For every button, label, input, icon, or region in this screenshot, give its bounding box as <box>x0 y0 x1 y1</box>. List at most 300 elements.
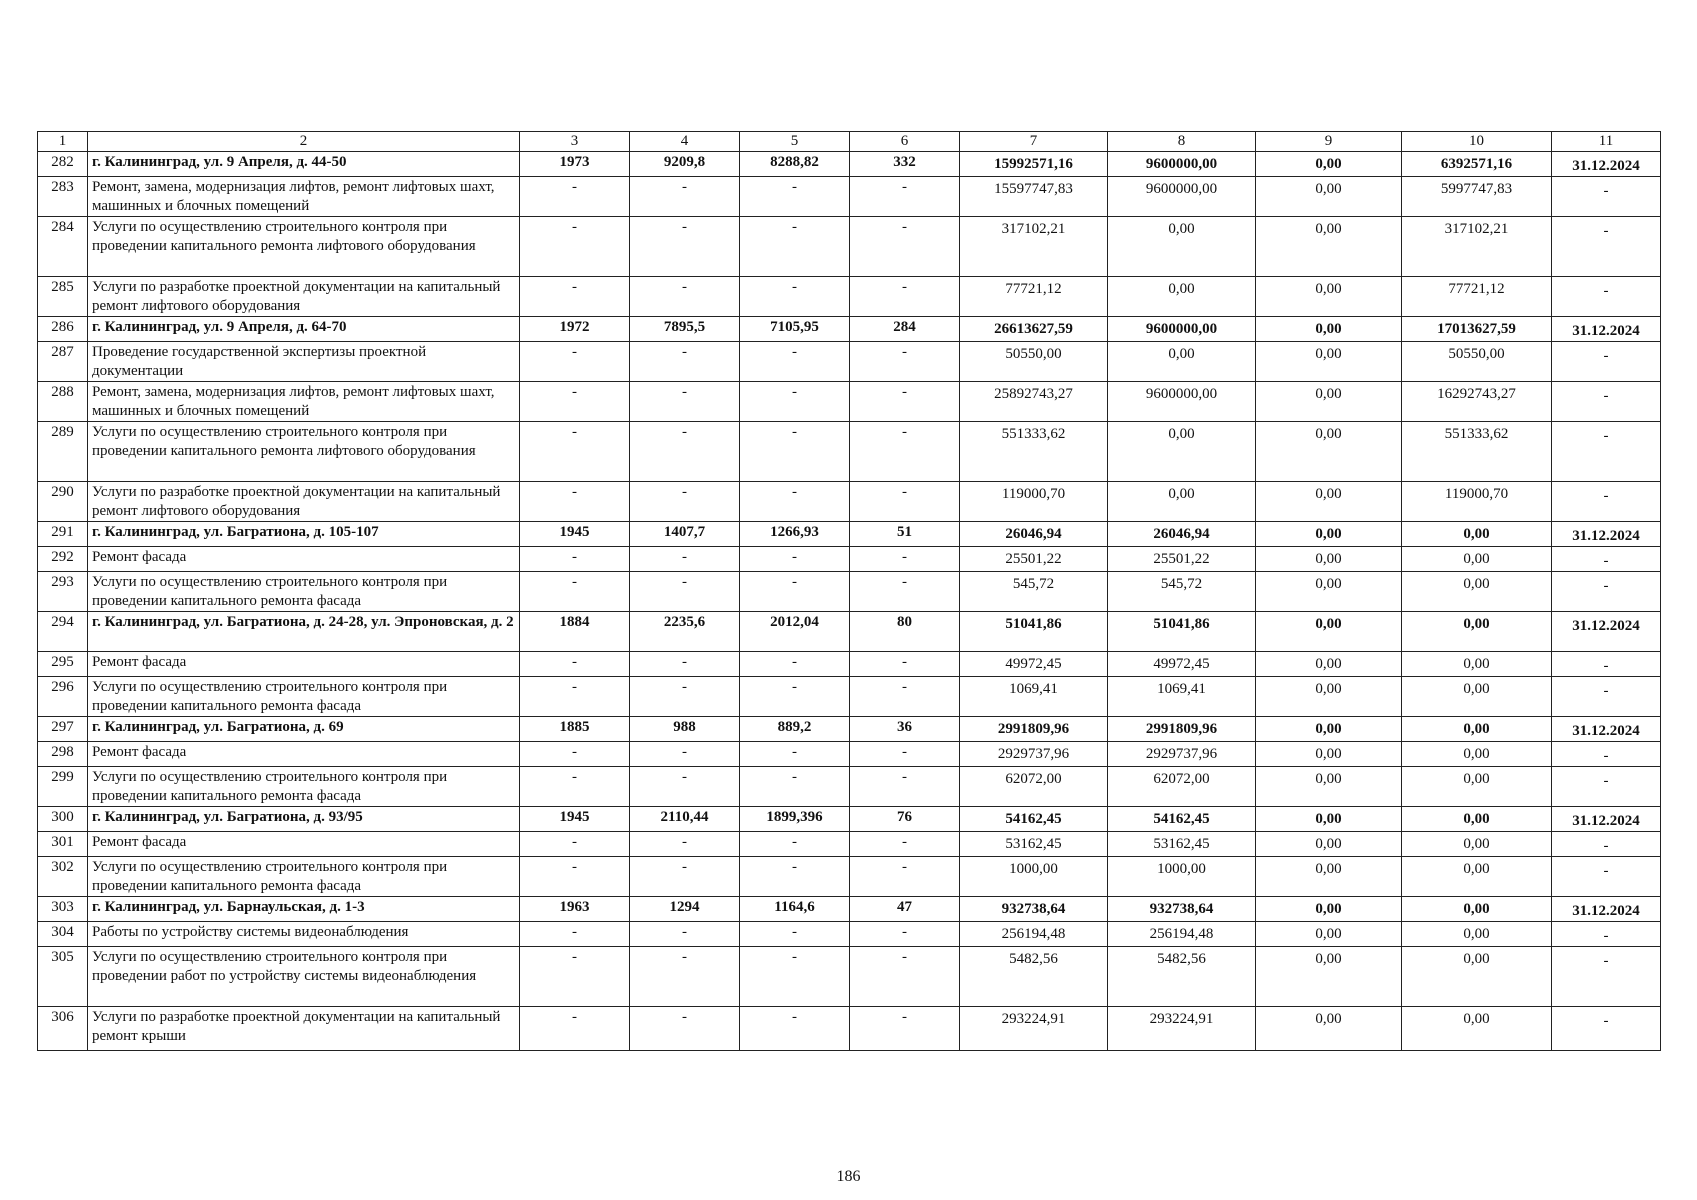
col6-cell: 332 <box>850 152 960 177</box>
row-number: 299 <box>38 767 88 807</box>
col4-cell: - <box>630 547 740 572</box>
col9-cell: 0,00 <box>1256 522 1402 547</box>
row-number: 288 <box>38 382 88 422</box>
col6-cell: 51 <box>850 522 960 547</box>
col11-cell: - <box>1552 277 1661 317</box>
col11-cell: - <box>1552 857 1661 897</box>
col5-cell: 2012,04 <box>740 612 850 652</box>
col6-cell: - <box>850 422 960 482</box>
col10-cell: 0,00 <box>1402 807 1552 832</box>
col11-cell: 31.12.2024 <box>1552 522 1661 547</box>
col4-cell: - <box>630 1007 740 1051</box>
row-description: Ремонт фасада <box>88 742 520 767</box>
col8-cell: 0,00 <box>1108 277 1256 317</box>
col6-cell: - <box>850 482 960 522</box>
col9-cell: 0,00 <box>1256 317 1402 342</box>
work-item-row <box>38 767 1661 807</box>
row-description: Услуги по осуществлению строительного контроля при проведении капитального ремонта лифтового оборудования <box>88 217 520 277</box>
address-row <box>38 152 1661 177</box>
work-item-row <box>38 547 1661 572</box>
address-row <box>38 897 1661 922</box>
row-description: Ремонт фасада <box>88 832 520 857</box>
header-cell: 3 <box>520 132 630 152</box>
row-description: Ремонт, замена, модернизация лифтов, ремонт лифтовых шахт, машинных и блочных помещений <box>88 382 520 422</box>
col5-cell: - <box>740 832 850 857</box>
col6-cell: - <box>850 572 960 612</box>
col7-cell: 5482,56 <box>960 947 1108 1007</box>
row-number: 303 <box>38 897 88 922</box>
col5-cell: - <box>740 652 850 677</box>
address-row <box>38 522 1661 547</box>
col4-cell: 2110,44 <box>630 807 740 832</box>
row-number: 292 <box>38 547 88 572</box>
col7-cell: 2929737,96 <box>960 742 1108 767</box>
col4-cell: 1294 <box>630 897 740 922</box>
col8-cell: 54162,45 <box>1108 807 1256 832</box>
col7-cell: 317102,21 <box>960 217 1108 277</box>
col3-cell: 1945 <box>520 807 630 832</box>
col3-cell: - <box>520 217 630 277</box>
col3-cell: - <box>520 342 630 382</box>
col3-cell: 1885 <box>520 717 630 742</box>
col8-cell: 9600000,00 <box>1108 317 1256 342</box>
col8-cell: 53162,45 <box>1108 832 1256 857</box>
header-row <box>38 132 1661 152</box>
col5-cell: 7105,95 <box>740 317 850 342</box>
col11-cell: - <box>1552 422 1661 482</box>
col9-cell: 0,00 <box>1256 217 1402 277</box>
row-number: 302 <box>38 857 88 897</box>
row-description: Ремонт фасада <box>88 547 520 572</box>
col10-cell: 0,00 <box>1402 652 1552 677</box>
row-number: 306 <box>38 1007 88 1051</box>
work-item-row <box>38 382 1661 422</box>
col10-cell: 119000,70 <box>1402 482 1552 522</box>
col3-cell: - <box>520 677 630 717</box>
col7-cell: 62072,00 <box>960 767 1108 807</box>
row-description: Услуги по осуществлению строительного контроля при проведении работ по устройству системы видеонаблюдения <box>88 947 520 1007</box>
header-cell: 2 <box>88 132 520 152</box>
col10-cell: 0,00 <box>1402 572 1552 612</box>
col9-cell: 0,00 <box>1256 482 1402 522</box>
col5-cell: - <box>740 767 850 807</box>
col3-cell: - <box>520 767 630 807</box>
address-row <box>38 317 1661 342</box>
col5-cell: 1266,93 <box>740 522 850 547</box>
row-number: 286 <box>38 317 88 342</box>
col4-cell: - <box>630 947 740 1007</box>
col6-cell: 36 <box>850 717 960 742</box>
col9-cell: 0,00 <box>1256 177 1402 217</box>
work-item-row <box>38 652 1661 677</box>
row-number: 304 <box>38 922 88 947</box>
col7-cell: 15992571,16 <box>960 152 1108 177</box>
col6-cell: - <box>850 342 960 382</box>
row-description: г. Калининград, ул. 9 Апреля, д. 64-70 <box>88 317 520 342</box>
col8-cell: 9600000,00 <box>1108 152 1256 177</box>
col9-cell: 0,00 <box>1256 277 1402 317</box>
col6-cell: - <box>850 1007 960 1051</box>
col6-cell: - <box>850 857 960 897</box>
col9-cell: 0,00 <box>1256 422 1402 482</box>
col3-cell: - <box>520 652 630 677</box>
col11-cell: 31.12.2024 <box>1552 807 1661 832</box>
col7-cell: 1000,00 <box>960 857 1108 897</box>
col5-cell: - <box>740 217 850 277</box>
table-body <box>38 152 1661 1051</box>
row-description: Ремонт фасада <box>88 652 520 677</box>
work-item-row <box>38 742 1661 767</box>
col9-cell: 0,00 <box>1256 547 1402 572</box>
row-number: 283 <box>38 177 88 217</box>
col11-cell: 31.12.2024 <box>1552 317 1661 342</box>
col9-cell: 0,00 <box>1256 922 1402 947</box>
col5-cell: - <box>740 857 850 897</box>
col5-cell: - <box>740 677 850 717</box>
col8-cell: 9600000,00 <box>1108 382 1256 422</box>
col8-cell: 256194,48 <box>1108 922 1256 947</box>
col5-cell: - <box>740 177 850 217</box>
col10-cell: 5997747,83 <box>1402 177 1552 217</box>
header-cell: 5 <box>740 132 850 152</box>
col5-cell: 8288,82 <box>740 152 850 177</box>
address-row <box>38 612 1661 652</box>
col8-cell: 51041,86 <box>1108 612 1256 652</box>
col10-cell: 551333,62 <box>1402 422 1552 482</box>
col5-cell: 1164,6 <box>740 897 850 922</box>
col3-cell: - <box>520 857 630 897</box>
col9-cell: 0,00 <box>1256 857 1402 897</box>
col3-cell: - <box>520 177 630 217</box>
header-cell: 9 <box>1256 132 1402 152</box>
col5-cell: - <box>740 572 850 612</box>
col8-cell: 1069,41 <box>1108 677 1256 717</box>
col6-cell: 80 <box>850 612 960 652</box>
row-description: г. Калининград, ул. Багратиона, д. 105-107 <box>88 522 520 547</box>
work-item-row <box>38 177 1661 217</box>
col10-cell: 317102,21 <box>1402 217 1552 277</box>
col7-cell: 26613627,59 <box>960 317 1108 342</box>
col10-cell: 16292743,27 <box>1402 382 1552 422</box>
col3-cell: - <box>520 947 630 1007</box>
col6-cell: - <box>850 767 960 807</box>
col5-cell: - <box>740 382 850 422</box>
row-number: 294 <box>38 612 88 652</box>
col8-cell: 2991809,96 <box>1108 717 1256 742</box>
col6-cell: - <box>850 652 960 677</box>
col8-cell: 2929737,96 <box>1108 742 1256 767</box>
work-item-row <box>38 947 1661 1007</box>
row-description: Услуги по осуществлению строительного контроля при проведении капитального ремонта фасада <box>88 857 520 897</box>
col9-cell: 0,00 <box>1256 742 1402 767</box>
col11-cell: - <box>1552 1007 1661 1051</box>
col11-cell: 31.12.2024 <box>1552 152 1661 177</box>
col3-cell: - <box>520 922 630 947</box>
col4-cell: 2235,6 <box>630 612 740 652</box>
col11-cell: - <box>1552 217 1661 277</box>
col9-cell: 0,00 <box>1256 677 1402 717</box>
col6-cell: - <box>850 177 960 217</box>
col4-cell: - <box>630 482 740 522</box>
col11-cell: 31.12.2024 <box>1552 612 1661 652</box>
row-description: Услуги по осуществлению строительного контроля при проведении капитального ремонта фасада <box>88 572 520 612</box>
col5-cell: - <box>740 422 850 482</box>
col11-cell: - <box>1552 572 1661 612</box>
col11-cell: - <box>1552 177 1661 217</box>
work-item-row <box>38 922 1661 947</box>
col6-cell: - <box>850 547 960 572</box>
col6-cell: 284 <box>850 317 960 342</box>
col8-cell: 293224,91 <box>1108 1007 1256 1051</box>
col10-cell: 0,00 <box>1402 1007 1552 1051</box>
col11-cell: - <box>1552 482 1661 522</box>
col5-cell: - <box>740 277 850 317</box>
col11-cell: 31.12.2024 <box>1552 717 1661 742</box>
col8-cell: 0,00 <box>1108 482 1256 522</box>
col10-cell: 0,00 <box>1402 522 1552 547</box>
col4-cell: 7895,5 <box>630 317 740 342</box>
col4-cell: - <box>630 177 740 217</box>
row-number: 284 <box>38 217 88 277</box>
work-item-row <box>38 482 1661 522</box>
col10-cell: 0,00 <box>1402 612 1552 652</box>
row-description: Ремонт, замена, модернизация лифтов, ремонт лифтовых шахт, машинных и блочных помещений <box>88 177 520 217</box>
col7-cell: 1069,41 <box>960 677 1108 717</box>
col8-cell: 932738,64 <box>1108 897 1256 922</box>
col10-cell: 0,00 <box>1402 677 1552 717</box>
col9-cell: 0,00 <box>1256 807 1402 832</box>
col6-cell: - <box>850 677 960 717</box>
col7-cell: 551333,62 <box>960 422 1108 482</box>
work-item-row <box>38 217 1661 277</box>
col3-cell: - <box>520 742 630 767</box>
col5-cell: - <box>740 482 850 522</box>
col4-cell: 988 <box>630 717 740 742</box>
col11-cell: - <box>1552 922 1661 947</box>
col11-cell: - <box>1552 382 1661 422</box>
row-number: 293 <box>38 572 88 612</box>
col7-cell: 545,72 <box>960 572 1108 612</box>
col9-cell: 0,00 <box>1256 572 1402 612</box>
col4-cell: - <box>630 922 740 947</box>
row-number: 296 <box>38 677 88 717</box>
col8-cell: 0,00 <box>1108 217 1256 277</box>
header-cell: 10 <box>1402 132 1552 152</box>
row-description: г. Калининград, ул. Багратиона, д. 69 <box>88 717 520 742</box>
row-number: 289 <box>38 422 88 482</box>
col7-cell: 49972,45 <box>960 652 1108 677</box>
row-description: Услуги по разработке проектной документации на капитальный ремонт лифтового оборудования <box>88 277 520 317</box>
page-number: 186 <box>836 1168 861 1185</box>
row-number: 291 <box>38 522 88 547</box>
col7-cell: 51041,86 <box>960 612 1108 652</box>
col10-cell: 17013627,59 <box>1402 317 1552 342</box>
row-number: 298 <box>38 742 88 767</box>
row-number: 282 <box>38 152 88 177</box>
col8-cell: 0,00 <box>1108 422 1256 482</box>
col9-cell: 0,00 <box>1256 767 1402 807</box>
col10-cell: 0,00 <box>1402 857 1552 897</box>
col10-cell: 0,00 <box>1402 832 1552 857</box>
col4-cell: - <box>630 857 740 897</box>
col9-cell: 0,00 <box>1256 947 1402 1007</box>
header-cell: 7 <box>960 132 1108 152</box>
col9-cell: 0,00 <box>1256 152 1402 177</box>
row-number: 295 <box>38 652 88 677</box>
work-item-row <box>38 342 1661 382</box>
work-item-row <box>38 572 1661 612</box>
col3-cell: 1963 <box>520 897 630 922</box>
header-cell: 4 <box>630 132 740 152</box>
col4-cell: - <box>630 572 740 612</box>
col7-cell: 77721,12 <box>960 277 1108 317</box>
col3-cell: 1972 <box>520 317 630 342</box>
col6-cell: - <box>850 277 960 317</box>
row-number: 305 <box>38 947 88 1007</box>
row-number: 290 <box>38 482 88 522</box>
col4-cell: - <box>630 422 740 482</box>
col6-cell: - <box>850 832 960 857</box>
header-cell: 11 <box>1552 132 1661 152</box>
col5-cell: - <box>740 922 850 947</box>
header-cell: 1 <box>38 132 88 152</box>
col6-cell: - <box>850 742 960 767</box>
row-description: Услуги по осуществлению строительного контроля при проведении капитального ремонта лифтового оборудования <box>88 422 520 482</box>
row-description: Работы по устройству системы видеонаблюдения <box>88 922 520 947</box>
col7-cell: 26046,94 <box>960 522 1108 547</box>
col8-cell: 26046,94 <box>1108 522 1256 547</box>
col10-cell: 0,00 <box>1402 742 1552 767</box>
row-number: 287 <box>38 342 88 382</box>
col5-cell: 889,2 <box>740 717 850 742</box>
col4-cell: - <box>630 677 740 717</box>
work-item-row <box>38 1007 1661 1051</box>
col11-cell: 31.12.2024 <box>1552 897 1661 922</box>
col11-cell: - <box>1552 652 1661 677</box>
col10-cell: 0,00 <box>1402 547 1552 572</box>
col9-cell: 0,00 <box>1256 382 1402 422</box>
col5-cell: - <box>740 1007 850 1051</box>
work-item-row <box>38 832 1661 857</box>
col3-cell: 1884 <box>520 612 630 652</box>
col4-cell: - <box>630 832 740 857</box>
col6-cell: - <box>850 947 960 1007</box>
col4-cell: 1407,7 <box>630 522 740 547</box>
col6-cell: - <box>850 382 960 422</box>
col3-cell: - <box>520 277 630 317</box>
col8-cell: 49972,45 <box>1108 652 1256 677</box>
col11-cell: - <box>1552 767 1661 807</box>
row-description: Услуги по осуществлению строительного контроля при проведении капитального ремонта фасада <box>88 677 520 717</box>
work-item-row <box>38 857 1661 897</box>
col10-cell: 50550,00 <box>1402 342 1552 382</box>
row-number: 297 <box>38 717 88 742</box>
col8-cell: 5482,56 <box>1108 947 1256 1007</box>
row-description: Услуги по разработке проектной документации на капитальный ремонт крыши <box>88 1007 520 1051</box>
col9-cell: 0,00 <box>1256 342 1402 382</box>
work-item-row <box>38 677 1661 717</box>
col4-cell: - <box>630 742 740 767</box>
col10-cell: 0,00 <box>1402 767 1552 807</box>
col9-cell: 0,00 <box>1256 897 1402 922</box>
col5-cell: 1899,396 <box>740 807 850 832</box>
col11-cell: - <box>1552 742 1661 767</box>
col4-cell: - <box>630 652 740 677</box>
col3-cell: - <box>520 422 630 482</box>
col7-cell: 25501,22 <box>960 547 1108 572</box>
row-description: Услуги по осуществлению строительного контроля при проведении капитального ремонта фасада <box>88 767 520 807</box>
col9-cell: 0,00 <box>1256 612 1402 652</box>
col8-cell: 545,72 <box>1108 572 1256 612</box>
col7-cell: 50550,00 <box>960 342 1108 382</box>
col6-cell: 76 <box>850 807 960 832</box>
row-description: Проведение государственной экспертизы проектной документации <box>88 342 520 382</box>
col10-cell: 0,00 <box>1402 947 1552 1007</box>
col3-cell: - <box>520 572 630 612</box>
col7-cell: 54162,45 <box>960 807 1108 832</box>
header-cell: 6 <box>850 132 960 152</box>
col7-cell: 932738,64 <box>960 897 1108 922</box>
col3-cell: 1973 <box>520 152 630 177</box>
data-table <box>37 131 1661 1051</box>
row-number: 301 <box>38 832 88 857</box>
col7-cell: 25892743,27 <box>960 382 1108 422</box>
col6-cell: 47 <box>850 897 960 922</box>
col4-cell: - <box>630 342 740 382</box>
col3-cell: - <box>520 382 630 422</box>
col4-cell: - <box>630 382 740 422</box>
col7-cell: 53162,45 <box>960 832 1108 857</box>
col7-cell: 119000,70 <box>960 482 1108 522</box>
col11-cell: - <box>1552 947 1661 1007</box>
row-description: г. Калининград, ул. Багратиона, д. 93/95 <box>88 807 520 832</box>
col11-cell: - <box>1552 832 1661 857</box>
col4-cell: 9209,8 <box>630 152 740 177</box>
col11-cell: - <box>1552 677 1661 717</box>
address-row <box>38 717 1661 742</box>
row-description: г. Калининград, ул. Багратиона, д. 24-28, ул. Эпроновская, д. 2 <box>88 612 520 652</box>
col10-cell: 77721,12 <box>1402 277 1552 317</box>
col11-cell: - <box>1552 342 1661 382</box>
col11-cell: - <box>1552 547 1661 572</box>
col5-cell: - <box>740 547 850 572</box>
col10-cell: 0,00 <box>1402 922 1552 947</box>
col10-cell: 6392571,16 <box>1402 152 1552 177</box>
col5-cell: - <box>740 742 850 767</box>
col3-cell: - <box>520 832 630 857</box>
col6-cell: - <box>850 922 960 947</box>
col8-cell: 1000,00 <box>1108 857 1256 897</box>
col9-cell: 0,00 <box>1256 652 1402 677</box>
row-description: г. Калининград, ул. 9 Апреля, д. 44-50 <box>88 152 520 177</box>
col9-cell: 0,00 <box>1256 832 1402 857</box>
col4-cell: - <box>630 217 740 277</box>
work-item-row <box>38 422 1661 482</box>
row-description: г. Калининград, ул. Барнаульская, д. 1-3 <box>88 897 520 922</box>
col10-cell: 0,00 <box>1402 897 1552 922</box>
col3-cell: - <box>520 547 630 572</box>
col5-cell: - <box>740 342 850 382</box>
work-item-row <box>38 277 1661 317</box>
col9-cell: 0,00 <box>1256 1007 1402 1051</box>
col4-cell: - <box>630 767 740 807</box>
header-cell: 8 <box>1108 132 1256 152</box>
col7-cell: 15597747,83 <box>960 177 1108 217</box>
col8-cell: 0,00 <box>1108 342 1256 382</box>
col8-cell: 25501,22 <box>1108 547 1256 572</box>
col7-cell: 256194,48 <box>960 922 1108 947</box>
col3-cell: 1945 <box>520 522 630 547</box>
